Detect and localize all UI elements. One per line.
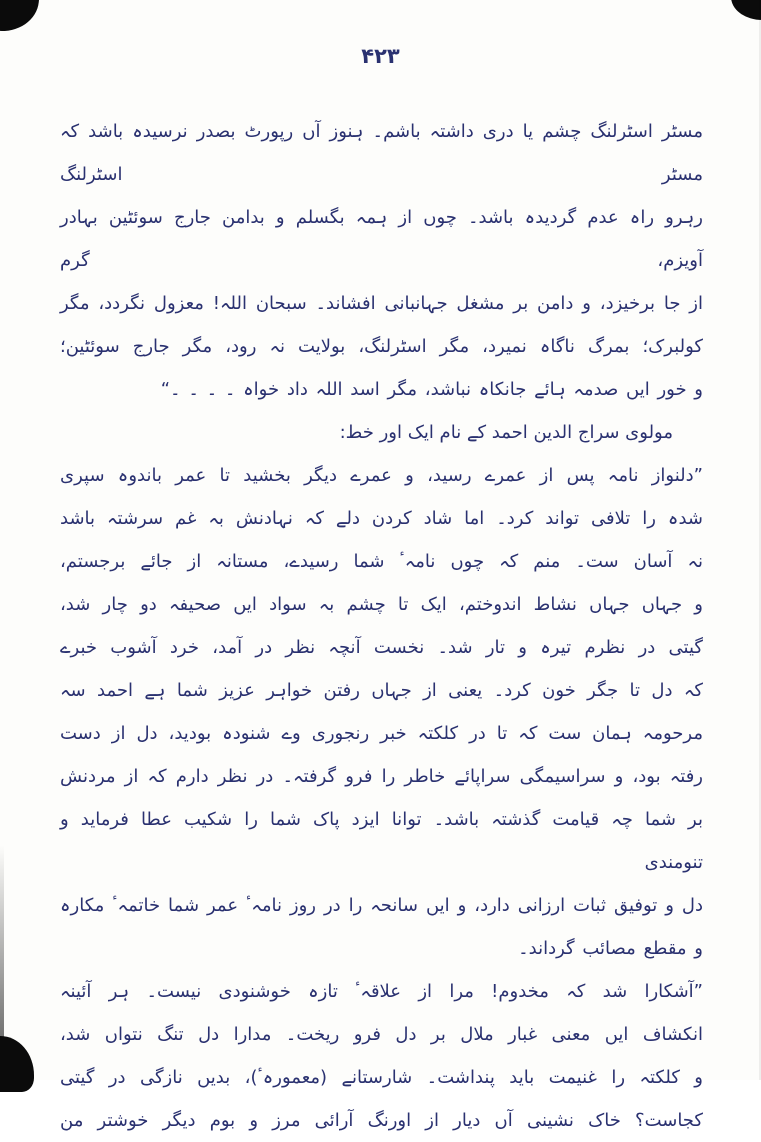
- paragraph-letter-continuation: [60, 970, 703, 1142]
- text-line: و خور ایں صدمہ ہائے جانکاہ نباشد، مگر اسد اللہ داد خواہ ۔ ۔ ۔ ۔“: [160, 379, 703, 400]
- page-number: ۴۲۳: [361, 44, 400, 68]
- text-line: بر شما چہ قیامت گذشتہ باشد۔ توانا ایزد پاک شما را شکیب عطا فرماید و تنومندی: [60, 809, 703, 873]
- paragraph-letter-body: [60, 454, 703, 970]
- scan-artifact-left-edge: [0, 845, 4, 1080]
- paragraph-sterling: [60, 110, 703, 411]
- text-line: رفتہ بود، و سراسیمگی سراپائے خاطر را فرو گرفتہ۔ در نظر دارم کہ از مردنش: [60, 766, 703, 787]
- text-line: ”آشکارا شد کہ مخدوم! مرا از علاقہٴ تازہ خوشنودی نیست۔ ہر آئینہ: [60, 981, 703, 1002]
- scan-artifact-bottom-left: [0, 1036, 34, 1092]
- text-line: شدہ را تلافی تواند کرد۔ اما شاد کردن دلے کہ نہادنش بہ غم سرشتہ باشد: [60, 508, 703, 529]
- text-line: از جا برخیزد، و دامن بر مشغل جہانبانی افشاند۔ سبحان اللہ! معزول نگردد، مگر: [60, 293, 703, 314]
- text-line: و مقطع مصائب گرداند۔: [518, 938, 703, 959]
- text-line: و جہاں جہاں نشاط اندوختم، ایک تا چشم بہ سواد ایں صحیفہ دو چار شد،: [60, 594, 703, 615]
- scan-artifact-top-left: [0, 0, 40, 35]
- page-text-body: [60, 110, 703, 1142]
- text-line: رہرو راہ عدم گردیدہ باشد۔ چوں از ہمہ بگسلم و بدامن جارج سوئٹین بہادر آویزم، گرم: [60, 207, 703, 271]
- scan-artifact-top-right: [731, 0, 761, 20]
- text-line: کہ دل تا جگر خون کرد۔ یعنی از جہاں رفتن خواہر عزیز شما ہے احمد سہ: [60, 680, 703, 701]
- text-line: کجاست؟ خاک نشینی آں دیار از اورنگ آرائی مرز و بوم دیگر خوشتر من: [60, 1110, 703, 1131]
- text-line: دل و توفیق ثبات ارزانی دارد، و ایں سانحہ را در روز نامہٴ عمر شما خاتمہٴ مکارہ: [60, 895, 703, 916]
- text-line: کولبرک؛ بمرگ ناگاہ نمیرد، مگر اسٹرلنگ، بولایت نہ رود، مگر جارج سوئٹین؛: [60, 336, 703, 357]
- text-line: گیتی در نظرم تیرہ و تار شد۔ نخست آنچہ نظر در آمد، خرد آشوب خبرے: [60, 637, 703, 658]
- text-line: و کلکتہ را غنیمت باید پنداشت۔ شارستانے (معمورہٴ)، بدیں نازگی در گیتی: [60, 1067, 703, 1088]
- text-line: ”دلنواز نامہ پس از عمرے رسید، و عمرے دیگر بخشید تا عمر باندوہ سپری: [60, 465, 703, 486]
- text-line: مرحومہ ہمان ست کہ تا در کلکتہ خبر رنجوری وے شنودہ بودید، دل از دست: [60, 723, 703, 744]
- text-line: نہ آسان ست۔ منم کہ چوں نامہٴ شما رسیدے، مستانہ از جائے برجستم،: [60, 551, 703, 572]
- letter-heading: مولوی سراج الدین احمد کے نام ایک اور خط:: [339, 422, 673, 443]
- text-line: انکشاف ایں معنی غبار ملال بر دل فرو ریخت۔ مدارا دل تنگ نتواں شد،: [60, 1024, 703, 1045]
- text-line: مسٹر اسٹرلنگ چشم یا دری داشتہ باشم۔ ہنوز آں رپورٹ بصدر نرسیدہ باشد کہ مسٹر اسٹرلنگ: [60, 121, 703, 185]
